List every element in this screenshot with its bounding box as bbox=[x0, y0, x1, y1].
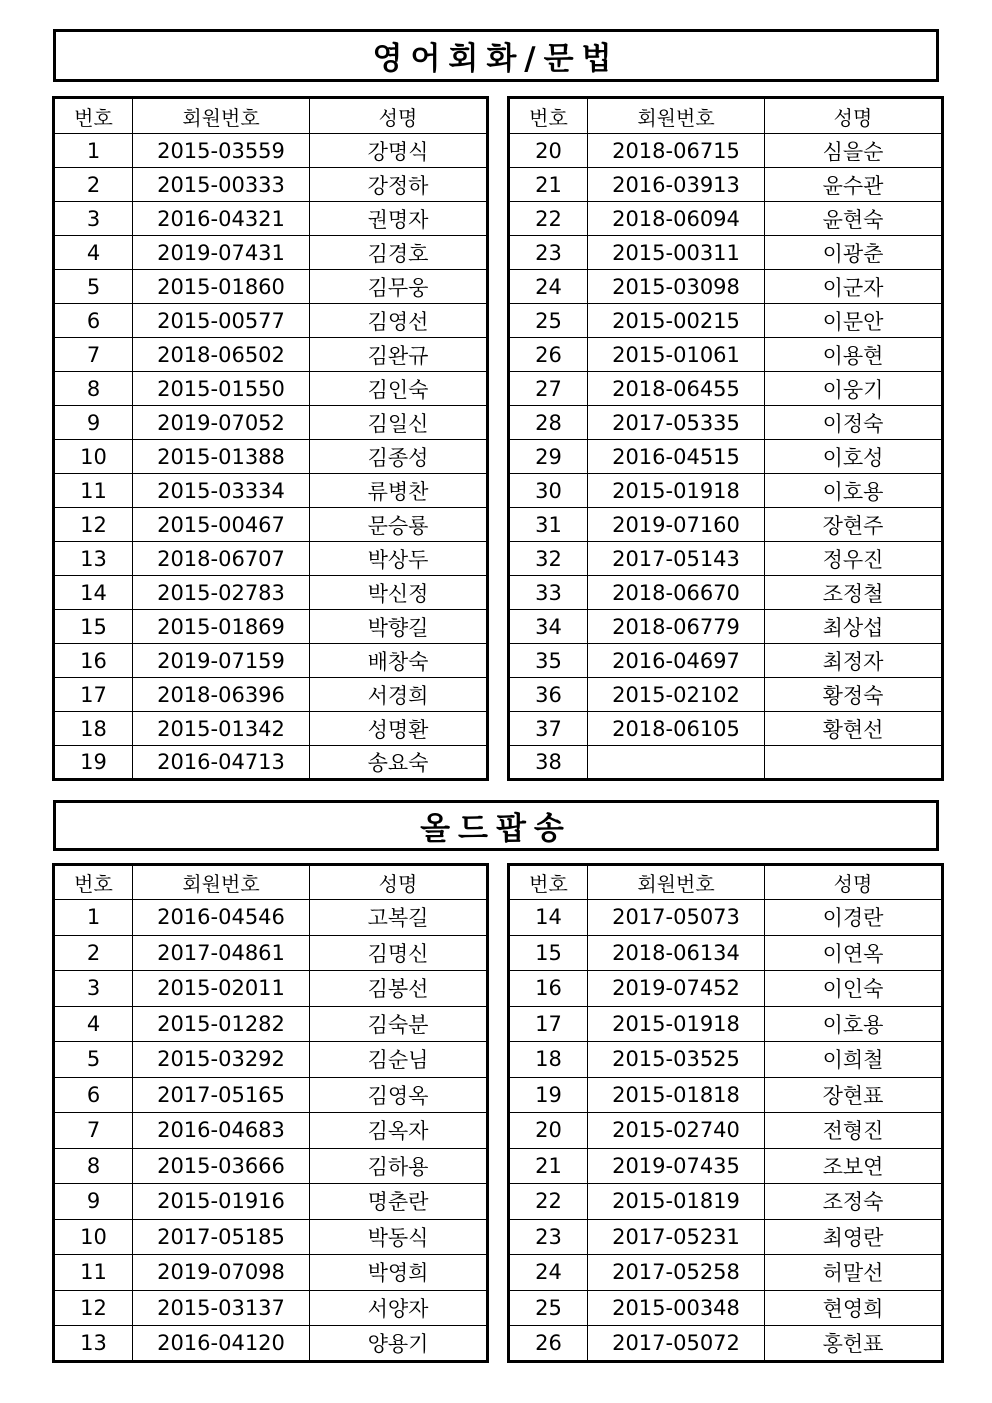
member-name-cell: 조정철 bbox=[765, 576, 943, 610]
member-number-cell: 12 bbox=[54, 508, 133, 542]
member-id-cell: 2017-05185 bbox=[133, 1219, 310, 1255]
member-number-cell: 10 bbox=[54, 1219, 133, 1255]
table-row bbox=[509, 338, 943, 372]
member-name-cell: 이연옥 bbox=[765, 935, 943, 971]
member-id-cell: 2017-05165 bbox=[133, 1077, 310, 1113]
member-id-cell: 2016-04120 bbox=[133, 1326, 310, 1362]
table-row bbox=[509, 678, 943, 712]
member-name-cell: 명춘란 bbox=[310, 1184, 488, 1220]
member-id-cell: 2019-07160 bbox=[588, 508, 765, 542]
table-row bbox=[54, 610, 488, 644]
section-title-oldpop: 올드팝송 bbox=[53, 800, 939, 851]
member-number-cell: 28 bbox=[509, 406, 588, 440]
member-number-cell: 7 bbox=[54, 338, 133, 372]
member-number-cell: 4 bbox=[54, 1006, 133, 1042]
header-number: 번호 bbox=[54, 98, 133, 134]
member-name-cell: 박영희 bbox=[310, 1255, 488, 1291]
member-number-cell: 35 bbox=[509, 644, 588, 678]
member-number-cell: 36 bbox=[509, 678, 588, 712]
member-number-cell: 20 bbox=[509, 134, 588, 168]
table-row bbox=[509, 168, 943, 202]
member-name-cell: 황정숙 bbox=[765, 678, 943, 712]
member-id-cell: 2015-03137 bbox=[133, 1290, 310, 1326]
member-number-cell: 17 bbox=[509, 1006, 588, 1042]
member-number-cell: 3 bbox=[54, 971, 133, 1007]
table-row bbox=[54, 746, 488, 780]
roster-table bbox=[52, 96, 489, 781]
member-number-cell: 16 bbox=[54, 644, 133, 678]
member-number-cell: 26 bbox=[509, 1326, 588, 1362]
member-name-cell: 이경란 bbox=[765, 900, 943, 936]
table-row bbox=[54, 406, 488, 440]
member-name-cell: 황현선 bbox=[765, 712, 943, 746]
table-row bbox=[509, 644, 943, 678]
member-name-cell: 조보연 bbox=[765, 1148, 943, 1184]
member-id-cell: 2016-04321 bbox=[133, 202, 310, 236]
table-row bbox=[509, 474, 943, 508]
header-member-id: 회원번호 bbox=[588, 865, 765, 900]
member-id-cell: 2016-04683 bbox=[133, 1113, 310, 1149]
member-id-cell: 2019-07098 bbox=[133, 1255, 310, 1291]
member-number-cell: 12 bbox=[54, 1290, 133, 1326]
table-row bbox=[509, 712, 943, 746]
header-number: 번호 bbox=[509, 865, 588, 900]
member-number-cell: 5 bbox=[54, 1042, 133, 1078]
member-name-cell: 이호용 bbox=[765, 1006, 943, 1042]
table-row bbox=[509, 1184, 943, 1220]
member-id-cell: 2018-06094 bbox=[588, 202, 765, 236]
member-number-cell: 30 bbox=[509, 474, 588, 508]
member-id-cell: 2015-02011 bbox=[133, 971, 310, 1007]
member-id-cell: 2015-01818 bbox=[588, 1077, 765, 1113]
table-header-row bbox=[54, 865, 488, 900]
member-name-cell: 홍헌표 bbox=[765, 1326, 943, 1362]
member-id-cell: 2015-01388 bbox=[133, 440, 310, 474]
member-name-cell: 양용기 bbox=[310, 1326, 488, 1362]
member-name-cell: 김영옥 bbox=[310, 1077, 488, 1113]
table-row bbox=[509, 746, 943, 780]
member-number-cell: 25 bbox=[509, 304, 588, 338]
table-row bbox=[54, 440, 488, 474]
member-name-cell: 이정숙 bbox=[765, 406, 943, 440]
member-number-cell: 14 bbox=[509, 900, 588, 936]
member-id-cell: 2019-07052 bbox=[133, 406, 310, 440]
member-name-cell: 김순님 bbox=[310, 1042, 488, 1078]
table-row bbox=[54, 576, 488, 610]
table-header-row bbox=[54, 98, 488, 134]
table-row bbox=[54, 542, 488, 576]
member-id-cell: 2018-06396 bbox=[133, 678, 310, 712]
member-name-cell: 이광춘 bbox=[765, 236, 943, 270]
member-number-cell: 34 bbox=[509, 610, 588, 644]
member-number-cell: 11 bbox=[54, 474, 133, 508]
member-name-cell: 윤수관 bbox=[765, 168, 943, 202]
member-id-cell: 2015-03525 bbox=[588, 1042, 765, 1078]
member-number-cell: 9 bbox=[54, 406, 133, 440]
table-row bbox=[509, 1042, 943, 1078]
table-row bbox=[54, 474, 488, 508]
table-row bbox=[54, 508, 488, 542]
member-id-cell: 2017-05072 bbox=[588, 1326, 765, 1362]
member-id-cell: 2015-02102 bbox=[588, 678, 765, 712]
member-id-cell bbox=[588, 746, 765, 780]
member-name-cell: 허말선 bbox=[765, 1255, 943, 1291]
member-name-cell: 장현표 bbox=[765, 1077, 943, 1113]
member-id-cell: 2017-05231 bbox=[588, 1219, 765, 1255]
member-name-cell: 이인숙 bbox=[765, 971, 943, 1007]
header-name: 성명 bbox=[765, 98, 943, 134]
member-name-cell: 김옥자 bbox=[310, 1113, 488, 1149]
member-id-cell: 2015-01860 bbox=[133, 270, 310, 304]
member-id-cell: 2019-07452 bbox=[588, 971, 765, 1007]
table-header-row bbox=[509, 865, 943, 900]
member-number-cell: 20 bbox=[509, 1113, 588, 1149]
member-name-cell: 배창숙 bbox=[310, 644, 488, 678]
table-row bbox=[509, 202, 943, 236]
table-row bbox=[509, 1255, 943, 1291]
member-number-cell: 26 bbox=[509, 338, 588, 372]
table-row bbox=[54, 202, 488, 236]
table-row bbox=[509, 236, 943, 270]
member-id-cell: 2017-04861 bbox=[133, 935, 310, 971]
table-row bbox=[509, 1326, 943, 1362]
member-number-cell: 16 bbox=[509, 971, 588, 1007]
member-id-cell: 2017-05073 bbox=[588, 900, 765, 936]
member-number-cell: 5 bbox=[54, 270, 133, 304]
member-number-cell: 24 bbox=[509, 1255, 588, 1291]
member-id-cell: 2015-00467 bbox=[133, 508, 310, 542]
member-name-cell: 서경희 bbox=[310, 678, 488, 712]
member-id-cell: 2015-00348 bbox=[588, 1290, 765, 1326]
member-name-cell: 전형진 bbox=[765, 1113, 943, 1149]
member-id-cell: 2015-03292 bbox=[133, 1042, 310, 1078]
member-id-cell: 2019-07159 bbox=[133, 644, 310, 678]
table-row bbox=[54, 712, 488, 746]
member-name-cell: 이군자 bbox=[765, 270, 943, 304]
member-id-cell: 2016-04546 bbox=[133, 900, 310, 936]
table-row bbox=[509, 935, 943, 971]
member-id-cell: 2015-01282 bbox=[133, 1006, 310, 1042]
table-row bbox=[509, 900, 943, 936]
table-row bbox=[54, 1326, 488, 1362]
member-number-cell: 23 bbox=[509, 236, 588, 270]
member-name-cell: 이희철 bbox=[765, 1042, 943, 1078]
table-row bbox=[54, 900, 488, 936]
member-id-cell: 2018-06105 bbox=[588, 712, 765, 746]
member-name-cell: 강정하 bbox=[310, 168, 488, 202]
member-id-cell: 2017-05335 bbox=[588, 406, 765, 440]
member-number-cell: 19 bbox=[509, 1077, 588, 1113]
table-row bbox=[509, 1290, 943, 1326]
table-row bbox=[54, 935, 488, 971]
member-number-cell: 1 bbox=[54, 134, 133, 168]
member-name-cell: 김종성 bbox=[310, 440, 488, 474]
table-row bbox=[54, 971, 488, 1007]
member-name-cell: 고복길 bbox=[310, 900, 488, 936]
member-name-cell: 최영란 bbox=[765, 1219, 943, 1255]
table-row bbox=[509, 406, 943, 440]
table-row bbox=[509, 971, 943, 1007]
header-number: 번호 bbox=[54, 865, 133, 900]
member-number-cell: 18 bbox=[509, 1042, 588, 1078]
member-name-cell: 장현주 bbox=[765, 508, 943, 542]
roster-table bbox=[507, 863, 944, 1363]
member-id-cell: 2019-07435 bbox=[588, 1148, 765, 1184]
member-number-cell: 29 bbox=[509, 440, 588, 474]
member-id-cell: 2015-00333 bbox=[133, 168, 310, 202]
member-number-cell: 4 bbox=[54, 236, 133, 270]
table-row bbox=[509, 134, 943, 168]
table-row bbox=[54, 168, 488, 202]
member-name-cell: 심을순 bbox=[765, 134, 943, 168]
member-number-cell: 8 bbox=[54, 372, 133, 406]
member-name-cell: 권명자 bbox=[310, 202, 488, 236]
member-name-cell: 이용현 bbox=[765, 338, 943, 372]
member-id-cell: 2015-03334 bbox=[133, 474, 310, 508]
member-name-cell: 박신정 bbox=[310, 576, 488, 610]
member-number-cell: 13 bbox=[54, 1326, 133, 1362]
table-row bbox=[54, 304, 488, 338]
header-member-id: 회원번호 bbox=[133, 98, 310, 134]
member-number-cell: 24 bbox=[509, 270, 588, 304]
member-name-cell: 김명신 bbox=[310, 935, 488, 971]
table-row bbox=[509, 1006, 943, 1042]
member-id-cell: 2018-06670 bbox=[588, 576, 765, 610]
header-number: 번호 bbox=[509, 98, 588, 134]
table-row bbox=[54, 1184, 488, 1220]
member-name-cell: 김완규 bbox=[310, 338, 488, 372]
table-row bbox=[54, 338, 488, 372]
member-id-cell: 2017-05258 bbox=[588, 1255, 765, 1291]
member-number-cell: 6 bbox=[54, 1077, 133, 1113]
table-row bbox=[54, 1006, 488, 1042]
member-number-cell: 38 bbox=[509, 746, 588, 780]
member-number-cell: 23 bbox=[509, 1219, 588, 1255]
member-name-cell: 김경호 bbox=[310, 236, 488, 270]
member-id-cell: 2018-06134 bbox=[588, 935, 765, 971]
member-id-cell: 2018-06779 bbox=[588, 610, 765, 644]
header-name: 성명 bbox=[765, 865, 943, 900]
member-id-cell: 2015-01916 bbox=[133, 1184, 310, 1220]
member-number-cell: 15 bbox=[54, 610, 133, 644]
member-name-cell: 정우진 bbox=[765, 542, 943, 576]
member-name-cell: 김무웅 bbox=[310, 270, 488, 304]
member-id-cell: 2018-06715 bbox=[588, 134, 765, 168]
member-number-cell: 10 bbox=[54, 440, 133, 474]
table-row bbox=[54, 1042, 488, 1078]
member-number-cell: 6 bbox=[54, 304, 133, 338]
table-row bbox=[54, 236, 488, 270]
table-row bbox=[54, 644, 488, 678]
member-number-cell: 22 bbox=[509, 202, 588, 236]
member-name-cell: 이호성 bbox=[765, 440, 943, 474]
member-name-cell bbox=[765, 746, 943, 780]
table-row bbox=[509, 576, 943, 610]
member-number-cell: 15 bbox=[509, 935, 588, 971]
member-name-cell: 이문안 bbox=[765, 304, 943, 338]
member-name-cell: 김숙분 bbox=[310, 1006, 488, 1042]
table-row bbox=[509, 304, 943, 338]
member-name-cell: 윤현숙 bbox=[765, 202, 943, 236]
member-id-cell: 2018-06455 bbox=[588, 372, 765, 406]
roster-table bbox=[507, 96, 944, 781]
member-name-cell: 박상두 bbox=[310, 542, 488, 576]
table-row bbox=[509, 508, 943, 542]
member-id-cell: 2015-01869 bbox=[133, 610, 310, 644]
member-number-cell: 9 bbox=[54, 1184, 133, 1220]
member-name-cell: 최상섭 bbox=[765, 610, 943, 644]
member-id-cell: 2016-03913 bbox=[588, 168, 765, 202]
member-id-cell: 2015-03559 bbox=[133, 134, 310, 168]
table-row bbox=[54, 1113, 488, 1149]
member-id-cell: 2015-01819 bbox=[588, 1184, 765, 1220]
header-name: 성명 bbox=[310, 865, 488, 900]
table-row bbox=[54, 1077, 488, 1113]
member-id-cell: 2015-01550 bbox=[133, 372, 310, 406]
table-row bbox=[509, 270, 943, 304]
member-name-cell: 서양자 bbox=[310, 1290, 488, 1326]
member-number-cell: 8 bbox=[54, 1148, 133, 1184]
member-number-cell: 11 bbox=[54, 1255, 133, 1291]
member-name-cell: 현영희 bbox=[765, 1290, 943, 1326]
member-id-cell: 2018-06707 bbox=[133, 542, 310, 576]
member-id-cell: 2018-06502 bbox=[133, 338, 310, 372]
table-row bbox=[509, 610, 943, 644]
member-id-cell: 2016-04515 bbox=[588, 440, 765, 474]
member-number-cell: 21 bbox=[509, 1148, 588, 1184]
member-name-cell: 김영선 bbox=[310, 304, 488, 338]
member-number-cell: 19 bbox=[54, 746, 133, 780]
member-name-cell: 박동식 bbox=[310, 1219, 488, 1255]
member-name-cell: 최정자 bbox=[765, 644, 943, 678]
member-number-cell: 22 bbox=[509, 1184, 588, 1220]
section-title-english: 영어회화/문법 bbox=[53, 29, 939, 82]
member-number-cell: 21 bbox=[509, 168, 588, 202]
member-id-cell: 2015-01061 bbox=[588, 338, 765, 372]
table-row bbox=[509, 1219, 943, 1255]
member-number-cell: 1 bbox=[54, 900, 133, 936]
member-number-cell: 33 bbox=[509, 576, 588, 610]
member-number-cell: 13 bbox=[54, 542, 133, 576]
roster-table bbox=[52, 863, 489, 1363]
member-id-cell: 2017-05143 bbox=[588, 542, 765, 576]
table-row bbox=[54, 678, 488, 712]
member-number-cell: 14 bbox=[54, 576, 133, 610]
member-id-cell: 2015-02740 bbox=[588, 1113, 765, 1149]
member-number-cell: 18 bbox=[54, 712, 133, 746]
member-name-cell: 박향길 bbox=[310, 610, 488, 644]
member-id-cell: 2016-04697 bbox=[588, 644, 765, 678]
member-name-cell: 이호용 bbox=[765, 474, 943, 508]
member-name-cell: 송요숙 bbox=[310, 746, 488, 780]
member-number-cell: 3 bbox=[54, 202, 133, 236]
member-id-cell: 2015-01918 bbox=[588, 474, 765, 508]
table-row bbox=[509, 440, 943, 474]
table-row bbox=[54, 270, 488, 304]
member-id-cell: 2015-01918 bbox=[588, 1006, 765, 1042]
member-name-cell: 강명식 bbox=[310, 134, 488, 168]
member-name-cell: 김일신 bbox=[310, 406, 488, 440]
member-id-cell: 2015-03098 bbox=[588, 270, 765, 304]
header-member-id: 회원번호 bbox=[133, 865, 310, 900]
member-name-cell: 이웅기 bbox=[765, 372, 943, 406]
member-number-cell: 31 bbox=[509, 508, 588, 542]
table-header-row bbox=[509, 98, 943, 134]
table-row bbox=[54, 134, 488, 168]
member-id-cell: 2015-00311 bbox=[588, 236, 765, 270]
table-row bbox=[509, 542, 943, 576]
member-name-cell: 성명환 bbox=[310, 712, 488, 746]
member-id-cell: 2019-07431 bbox=[133, 236, 310, 270]
header-name: 성명 bbox=[310, 98, 488, 134]
member-id-cell: 2015-01342 bbox=[133, 712, 310, 746]
member-number-cell: 37 bbox=[509, 712, 588, 746]
table-row bbox=[54, 1255, 488, 1291]
member-name-cell: 김봉선 bbox=[310, 971, 488, 1007]
member-number-cell: 2 bbox=[54, 935, 133, 971]
member-name-cell: 문승룡 bbox=[310, 508, 488, 542]
table-row bbox=[54, 1219, 488, 1255]
member-id-cell: 2016-04713 bbox=[133, 746, 310, 780]
table-row bbox=[509, 1113, 943, 1149]
member-id-cell: 2015-03666 bbox=[133, 1148, 310, 1184]
member-number-cell: 7 bbox=[54, 1113, 133, 1149]
member-number-cell: 2 bbox=[54, 168, 133, 202]
member-number-cell: 25 bbox=[509, 1290, 588, 1326]
header-member-id: 회원번호 bbox=[588, 98, 765, 134]
member-number-cell: 32 bbox=[509, 542, 588, 576]
member-name-cell: 김인숙 bbox=[310, 372, 488, 406]
member-id-cell: 2015-00215 bbox=[588, 304, 765, 338]
member-number-cell: 17 bbox=[54, 678, 133, 712]
member-id-cell: 2015-02783 bbox=[133, 576, 310, 610]
member-number-cell: 27 bbox=[509, 372, 588, 406]
table-row bbox=[509, 372, 943, 406]
table-row bbox=[509, 1077, 943, 1113]
member-name-cell: 조정숙 bbox=[765, 1184, 943, 1220]
table-row bbox=[54, 372, 488, 406]
member-id-cell: 2015-00577 bbox=[133, 304, 310, 338]
member-name-cell: 김하용 bbox=[310, 1148, 488, 1184]
table-row bbox=[509, 1148, 943, 1184]
member-name-cell: 류병찬 bbox=[310, 474, 488, 508]
table-row bbox=[54, 1148, 488, 1184]
table-row bbox=[54, 1290, 488, 1326]
